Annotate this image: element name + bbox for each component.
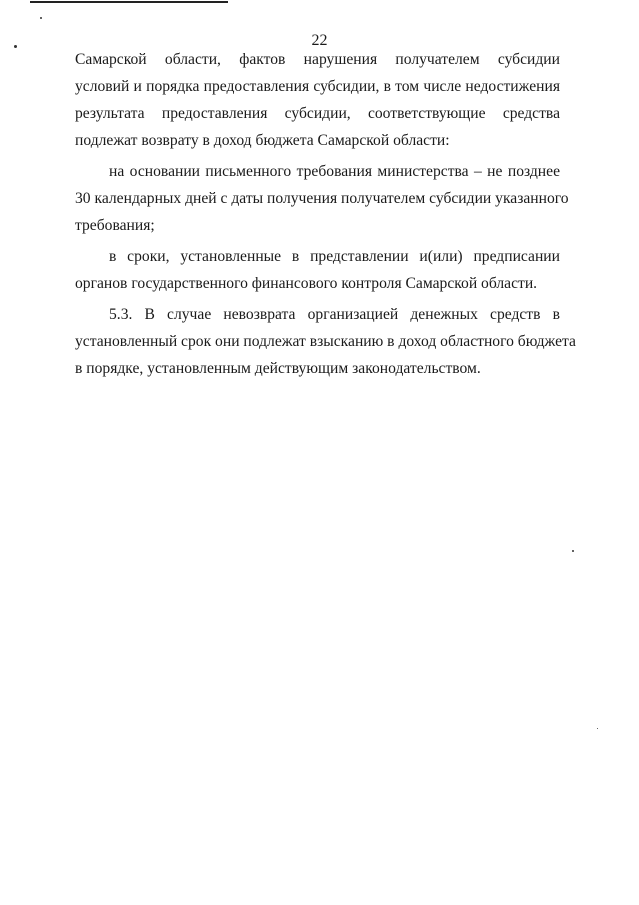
text-line: органов государственного финансового контроля Самарской области. [75, 275, 538, 292]
document-body [75, 46, 576, 382]
page-number: 22 [311, 32, 328, 49]
scan-speck [572, 550, 574, 552]
paragraph [75, 301, 576, 382]
text-line: условий и порядка предоставления субсидии, в том числе недостижения [75, 78, 560, 95]
text-line: подлежат возврату в доход бюджета Самарской области: [75, 132, 450, 149]
text-line: требования; [75, 217, 155, 234]
text-line: на основании письменного требования министерства – не позднее [109, 163, 560, 180]
text-line: результата предоставления субсидии, соответствующие средства [75, 105, 560, 122]
scan-speck [40, 17, 42, 19]
text-line: 5.3. В случае невозврата организацией денежных средств в [109, 306, 560, 323]
paragraph [75, 46, 560, 154]
text-line: установленный срок они подлежат взысканию в доход областного бюджета [75, 333, 576, 350]
text-line: в сроки, установленные в представлении и(или) предписании [109, 248, 560, 265]
text-line: 30 календарных дней с даты получения получателем субсидии указанного [75, 190, 569, 207]
scan-speck [597, 728, 598, 729]
scan-edge-line [30, 1, 228, 3]
text-line: в порядке, установленным действующим законодательством. [75, 360, 481, 377]
text-line: Самарской области, фактов нарушения получателем субсидии [75, 51, 560, 68]
paragraph [75, 158, 569, 239]
paragraph [75, 243, 560, 297]
